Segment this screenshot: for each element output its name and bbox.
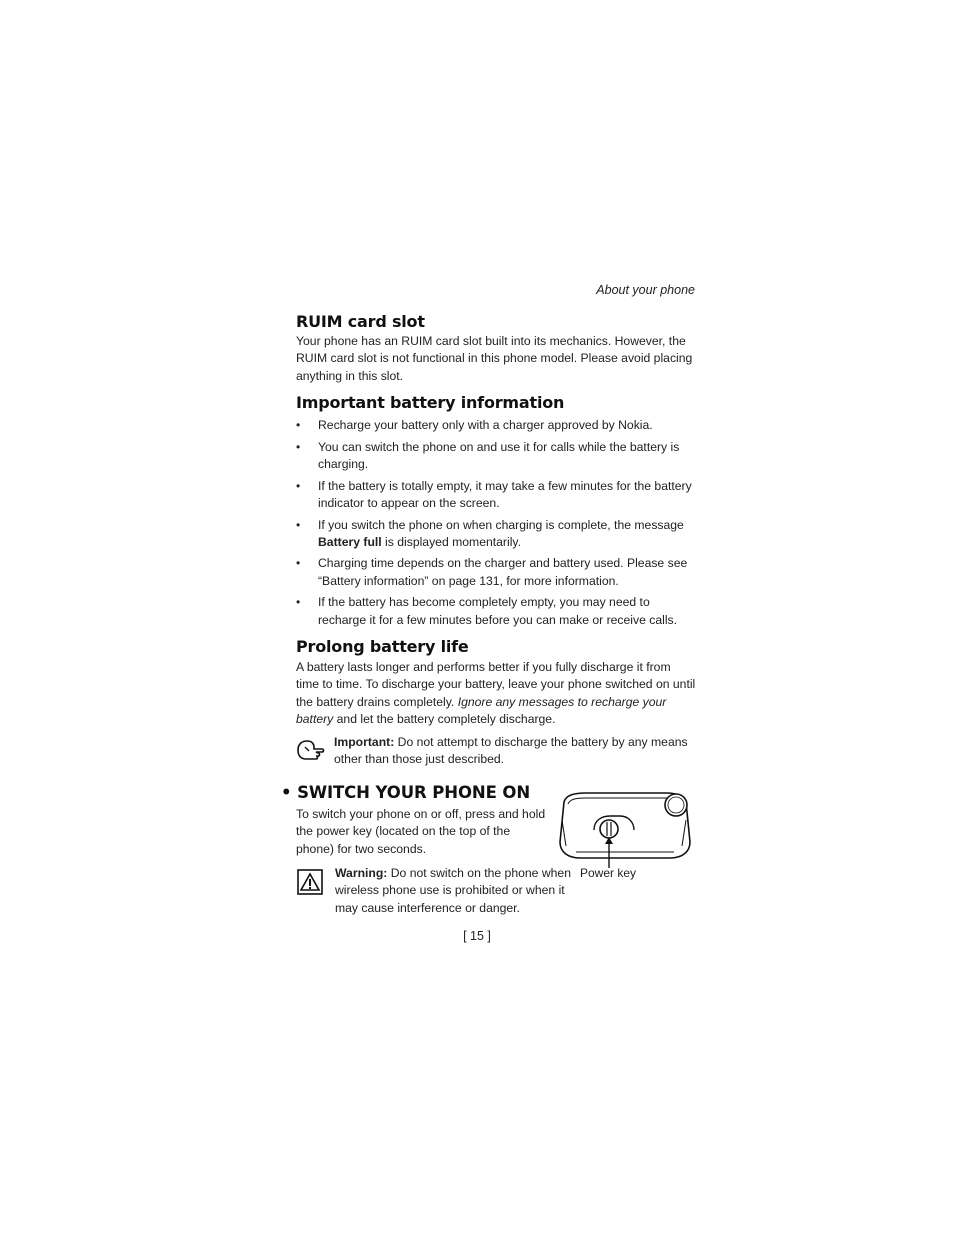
battery-list [296, 417, 696, 629]
prolong-heading: Prolong battery life [296, 637, 469, 656]
list-item: • Recharge your battery only with a charger approved by Nokia. [296, 417, 696, 434]
switch-section [296, 806, 551, 858]
running-head: About your phone [596, 283, 695, 297]
phone-top-illustration [556, 790, 696, 875]
list-item: • If the battery is totally empty, it may take a few minutes for the battery indicator to appear on the screen. [296, 478, 692, 510]
list-item: • Charging time depends on the charger and battery used. Please see “Battery information” on page 131, for more information. [296, 556, 688, 588]
list-item: • You can switch the phone on and use it for calls while the battery is charging. [296, 439, 680, 471]
switch-heading: • SWITCH YOUR PHONE ON [281, 783, 531, 802]
warning-triangle-icon [297, 869, 323, 900]
battery-full-message: Battery full [318, 534, 382, 549]
important-note [296, 734, 696, 769]
prolong-section [296, 637, 696, 729]
list-item: • If you switch the phone on when charging is complete, the message Battery full is displayed momentarily. [296, 517, 684, 549]
list-item: • If the battery has become completely empty, you may need to recharge it for a few minutes before you can make or receive calls. [296, 595, 678, 627]
bullet: • [296, 517, 301, 532]
power-key-caption: Power key [580, 866, 637, 880]
warning-note [296, 865, 596, 917]
bullet: • [296, 595, 301, 610]
ruim-section [296, 312, 696, 385]
bullet: • [296, 556, 301, 571]
switch-body: To switch your phone on or off, press and hold the power key (located on the top of the phone) for two seconds. [296, 807, 546, 856]
bullet: • [296, 478, 301, 493]
bullet: • [296, 439, 301, 454]
hand-pointing-icon [296, 738, 326, 767]
page-number: [ 15 ] [463, 929, 491, 943]
battery-section [296, 393, 696, 633]
warning-text: Warning: Do not switch on the phone when wireless phone use is prohibited or when it may cause interference or danger. [335, 866, 571, 915]
prolong-body: A battery lasts longer and performs better if you fully discharge it from time to time. To discharge your battery, leave your phone switched on until the battery drains completely. Ignore any messages to recharge your battery and let the battery completely discharge. [296, 660, 696, 727]
ruim-body: Your phone has an RUIM card slot built into its mechanics. However, the RUIM card slot is not functional in this phone model. Please avoid placing anything in this slot. [296, 334, 693, 383]
battery-heading: Important battery information [296, 393, 565, 412]
ruim-heading: RUIM card slot [296, 312, 425, 331]
bullet: • [296, 418, 301, 432]
important-note-text: Important: Do not attempt to discharge the battery by any means other than those just described. [334, 735, 688, 767]
